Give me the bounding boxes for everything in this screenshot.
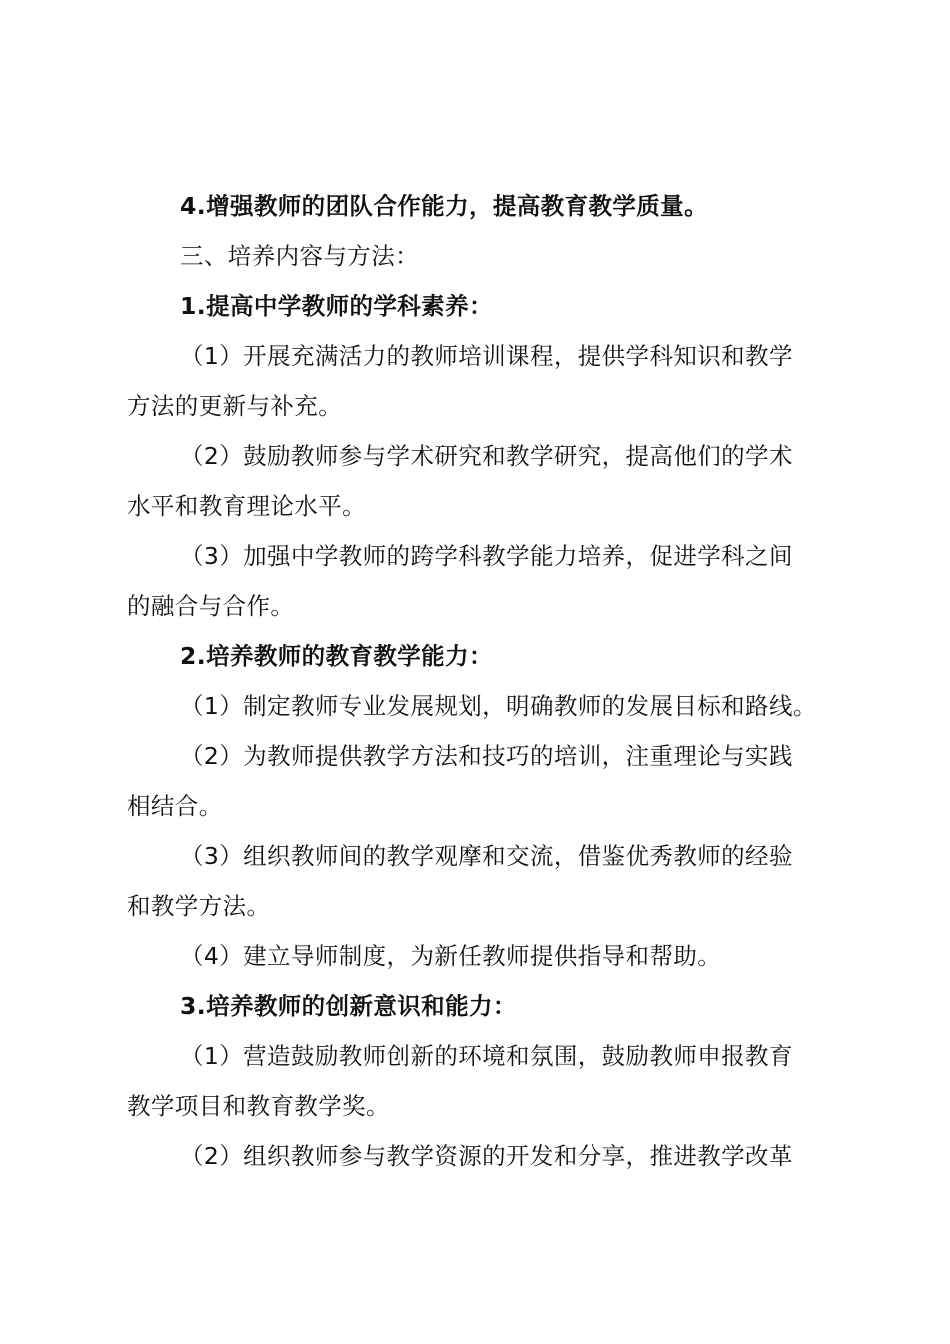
paragraph-line: （1）营造鼓励教师创新的环境和氛围，鼓励教师申报教育 <box>180 1042 793 1070</box>
subheading-1: 1.提高中学教师的学科素养： <box>180 292 493 320</box>
paragraph-line: 相结合。 <box>127 792 223 820</box>
paragraph-line: （3）组织教师间的教学观摩和交流，借鉴优秀教师的经验 <box>180 842 793 870</box>
paragraph-line: （1）开展充满活力的教师培训课程，提供学科知识和教学 <box>180 342 793 370</box>
paragraph-line: （1）制定教师专业发展规划，明确教师的发展目标和路线。 <box>180 692 817 720</box>
subheading-3: 3.培养教师的创新意识和能力： <box>180 992 517 1020</box>
paragraph-line: （3）加强中学教师的跨学科教学能力培养，促进学科之间 <box>180 542 793 570</box>
paragraph-line: 水平和教育理论水平。 <box>127 492 366 520</box>
subheading-2: 2.培养教师的教育教学能力： <box>180 642 493 670</box>
paragraph-line: 教学项目和教育教学奖。 <box>127 1092 390 1120</box>
paragraph-line: （2）鼓励教师参与学术研究和教学研究，提高他们的学术 <box>180 442 793 470</box>
paragraph-line: （4）建立导师制度，为新任教师提供指导和帮助。 <box>180 942 722 970</box>
paragraph-line: （2）组织教师参与教学资源的开发和分享，推进教学改革 <box>180 1142 793 1170</box>
heading-goal-4: 4.增强教师的团队合作能力，提高教育教学质量。 <box>180 192 708 220</box>
paragraph-line: 的融合与合作。 <box>127 592 295 620</box>
section-heading-3: 三、培养内容与方法： <box>180 242 419 270</box>
paragraph-line: 方法的更新与补充。 <box>127 392 343 420</box>
paragraph-line: 和教学方法。 <box>127 892 271 920</box>
paragraph-line: （2）为教师提供教学方法和技巧的培训，注重理论与实践 <box>180 742 793 770</box>
